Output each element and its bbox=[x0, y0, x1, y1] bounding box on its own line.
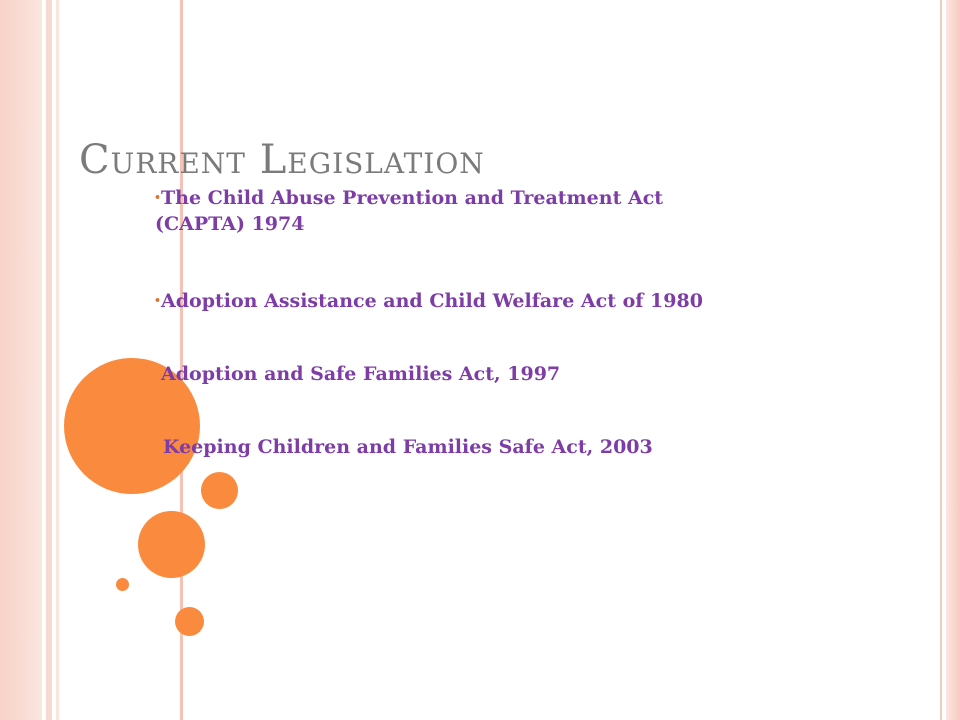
bullet-item bbox=[161, 361, 861, 387]
decorative-circle-small bbox=[201, 472, 238, 509]
decorative-stripe-left bbox=[0, 0, 42, 720]
bullet-marker: • bbox=[154, 294, 162, 307]
decorative-circle-small-2 bbox=[175, 607, 204, 636]
bullet-text: Keeping Children and Families Safe Act, 2003 bbox=[163, 436, 653, 458]
bullet-item bbox=[154, 185, 781, 237]
decorative-stripe-right bbox=[946, 0, 960, 720]
bullet-item bbox=[154, 288, 861, 314]
decorative-circle-tiny bbox=[116, 578, 129, 591]
decorative-stripe-right-thin bbox=[940, 0, 942, 720]
bullet-text: Adoption and Safe Families Act, 1997 bbox=[161, 363, 561, 385]
decorative-stripe-left-thin bbox=[46, 0, 52, 720]
bullet-text: The Child Abuse Prevention and Treatment Act bbox=[161, 187, 664, 209]
bullet-text-continued: (CAPTA) 1974 bbox=[155, 213, 305, 235]
decorative-stripe-left-thin-2 bbox=[56, 0, 59, 720]
decorative-circle-medium bbox=[138, 511, 205, 578]
slide-title: Current Legislation bbox=[79, 137, 485, 183]
bullet-marker: • bbox=[154, 191, 162, 204]
bullet-text: Adoption Assistance and Child Welfare Act of 1980 bbox=[161, 290, 703, 312]
bullet-item bbox=[163, 434, 863, 460]
